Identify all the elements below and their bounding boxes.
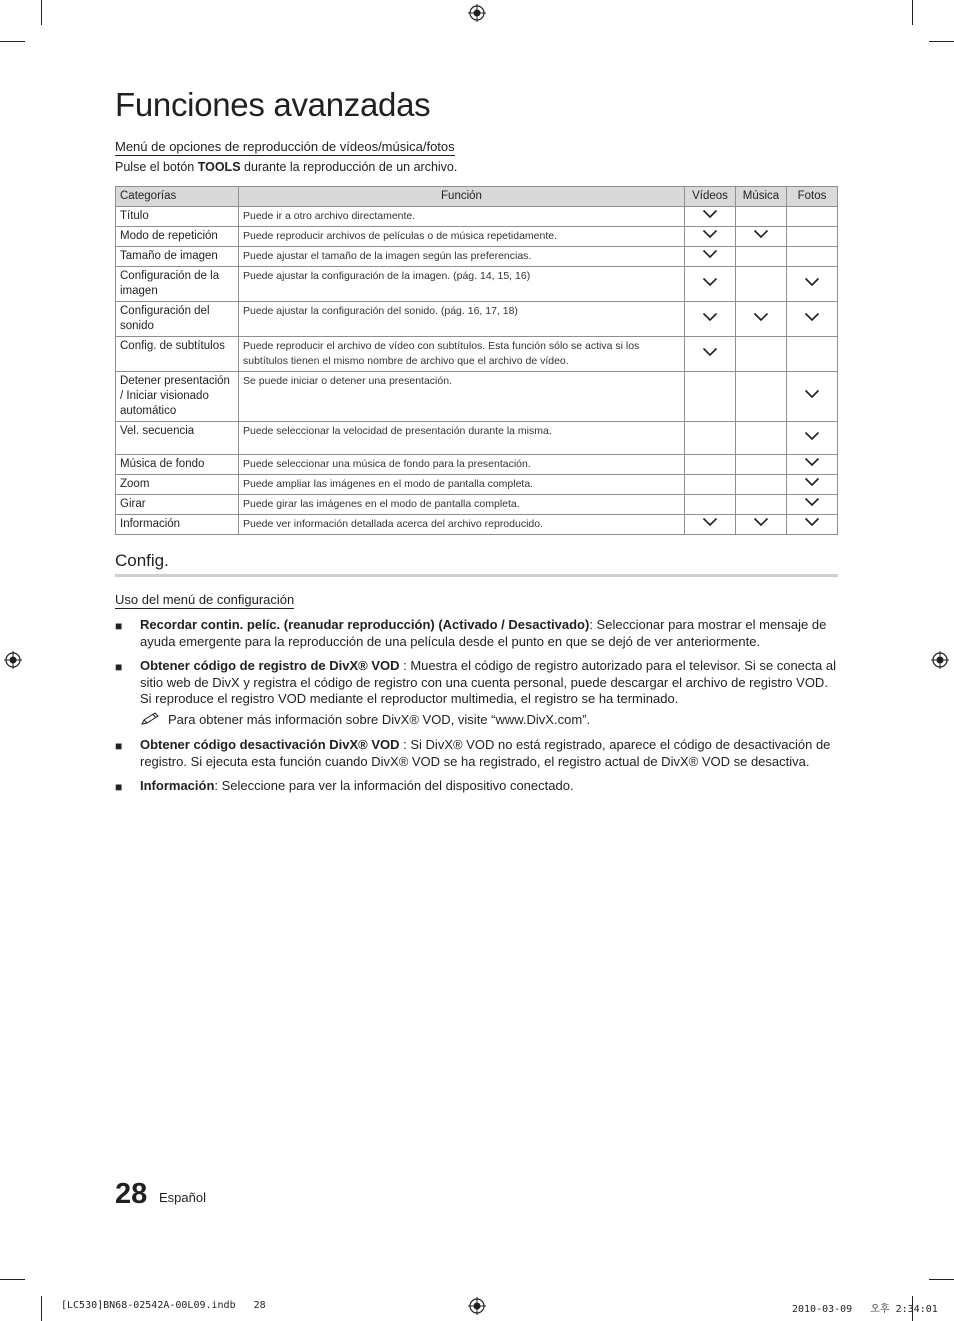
row-music-support xyxy=(736,372,787,422)
row-music-support xyxy=(736,475,787,495)
playback-menu-heading: Menú de opciones de reproducción de vídeos/música/fotos xyxy=(115,139,455,154)
config-item-text: : Muestra el código de registro autorizado para el televisor. Si se conecta al sitio web de DivX y registra el código de registro con una cuenta personal, puede descargar el archivo de registro VOD. Si reproduce el registro VOD mediante el reproductor multimedia, el registro se ha terminado. xyxy=(140,658,836,706)
checkmark-icon xyxy=(804,312,820,322)
crop-mark xyxy=(0,1279,25,1280)
row-function: Puede seleccionar una música de fondo para la presentación. xyxy=(239,455,685,475)
row-photos-support xyxy=(787,227,838,247)
row-videos-support xyxy=(685,267,736,302)
checkmark-icon xyxy=(702,229,718,239)
crop-mark xyxy=(912,0,913,25)
row-category: Título xyxy=(116,207,239,227)
row-music-support xyxy=(736,455,787,475)
checkmark-icon xyxy=(702,347,718,357)
column-header-music: Música xyxy=(736,187,787,207)
row-function: Se puede iniciar o detener una presentación. xyxy=(239,372,685,422)
checkmark-icon xyxy=(753,517,769,527)
row-function: Puede ajustar la configuración de la imagen. (pág. 14, 15, 16) xyxy=(239,267,685,302)
print-footer-file: [LC530]BN68-02542A-00L09.indb 28 xyxy=(61,1300,266,1311)
table-row xyxy=(116,267,838,302)
row-category: Detener presentación / Iniciar visionado automático xyxy=(116,372,239,422)
table-row xyxy=(116,422,838,455)
row-category: Zoom xyxy=(116,475,239,495)
row-videos-support xyxy=(685,372,736,422)
crop-mark xyxy=(41,0,42,25)
config-section-title: Config. xyxy=(115,551,169,570)
row-music-support xyxy=(736,247,787,267)
config-item-title: Obtener código desactivación DivX® VOD xyxy=(140,737,400,752)
table-row xyxy=(116,372,838,422)
row-photos-support xyxy=(787,422,838,455)
bullet-square-icon: ■ xyxy=(115,619,123,633)
row-function: Puede ajustar el tamaño de la imagen según las preferencias. xyxy=(239,247,685,267)
config-item-divx-deactivation xyxy=(115,737,839,770)
column-header-photos: Fotos xyxy=(787,187,838,207)
row-videos-support xyxy=(685,302,736,337)
table-row xyxy=(116,475,838,495)
config-item-text: : Seleccionar para mostrar el mensaje de ayuda emergente para la reproducción de una película desde el punto en que se dejó de ver anteriormente. xyxy=(140,617,827,649)
row-photos-support xyxy=(787,495,838,515)
checkmark-icon xyxy=(702,277,718,287)
page-language: Español xyxy=(159,1190,206,1205)
row-music-support xyxy=(736,337,787,372)
column-header-function: Función xyxy=(239,187,685,207)
row-function: Puede reproducir archivos de películas o de música repetidamente. xyxy=(239,227,685,247)
table-row xyxy=(116,207,838,227)
row-function: Puede ir a otro archivo directamente. xyxy=(239,207,685,227)
row-music-support xyxy=(736,302,787,337)
checkmark-icon xyxy=(804,477,820,487)
config-item-resume xyxy=(115,617,839,650)
checkmark-icon xyxy=(702,312,718,322)
registration-mark-icon xyxy=(468,1297,486,1315)
row-photos-support xyxy=(787,372,838,422)
checkmark-icon xyxy=(753,312,769,322)
config-item-title: Información xyxy=(140,778,215,793)
config-item-title: Obtener código de registro de DivX® VOD xyxy=(140,658,400,673)
bullet-square-icon: ■ xyxy=(115,660,123,674)
row-videos-support xyxy=(685,475,736,495)
row-category: Modo de repetición xyxy=(116,227,239,247)
row-category: Configuración de la imagen xyxy=(116,267,239,302)
row-music-support xyxy=(736,515,787,535)
pencil-note-icon xyxy=(140,712,160,726)
row-photos-support xyxy=(787,302,838,337)
table-row xyxy=(116,515,838,535)
checkmark-icon xyxy=(753,229,769,239)
crop-mark xyxy=(929,41,954,42)
checkmark-icon xyxy=(804,277,820,287)
row-photos-support xyxy=(787,455,838,475)
row-function: Puede ver información detallada acerca del archivo reproducido. xyxy=(239,515,685,535)
config-item-text: : Si DivX® VOD no está registrado, aparece el código de desactivación de registro. Si ejecuta esta función cuando DivX® VOD se ha registrado, el registro actual de DivX® VOD se desactiva. xyxy=(140,737,831,769)
registration-mark-icon xyxy=(931,651,949,669)
row-videos-support xyxy=(685,495,736,515)
row-function: Puede seleccionar la velocidad de presentación durante la misma. xyxy=(239,422,685,455)
row-videos-support xyxy=(685,227,736,247)
row-photos-support xyxy=(787,267,838,302)
playback-menu-intro: Pulse el botón TOOLS durante la reproducción de un archivo. xyxy=(115,160,458,174)
note-text: Para obtener más información sobre DivX® VOD, visite “www.DivX.com”. xyxy=(168,712,591,727)
row-category: Configuración del sonido xyxy=(116,302,239,337)
playback-options-table xyxy=(115,186,838,535)
row-music-support xyxy=(736,207,787,227)
checkmark-icon xyxy=(804,457,820,467)
print-footer-timestamp: 2010-03-09 오후 2:34:01 xyxy=(792,1304,938,1315)
checkmark-icon xyxy=(804,497,820,507)
config-item-title: Recordar contin. pelíc. (reanudar reproducción) (Activado / Desactivado) xyxy=(140,617,590,632)
row-function: Puede ajustar la configuración del sonido. (pág. 16, 17, 18) xyxy=(239,302,685,337)
registration-mark-icon xyxy=(468,4,486,22)
row-photos-support xyxy=(787,337,838,372)
column-header-category: Categorías xyxy=(116,187,239,207)
bullet-square-icon: ■ xyxy=(115,739,123,753)
checkmark-icon xyxy=(702,249,718,259)
table-row xyxy=(116,302,838,337)
checkmark-icon xyxy=(702,517,718,527)
crop-mark xyxy=(41,1296,42,1321)
row-videos-support xyxy=(685,247,736,267)
table-row xyxy=(116,495,838,515)
table-header-row xyxy=(116,187,838,207)
config-item-text: : Seleccione para ver la información del dispositivo conectado. xyxy=(214,778,574,793)
row-photos-support xyxy=(787,515,838,535)
bullet-square-icon: ■ xyxy=(115,780,123,794)
table-row xyxy=(116,337,838,372)
table-body xyxy=(116,207,838,535)
row-videos-support xyxy=(685,422,736,455)
config-usage-heading: Uso del menú de configuración xyxy=(115,592,295,607)
crop-mark xyxy=(0,41,25,42)
row-function: Puede reproducir el archivo de vídeo con subtítulos. Esta función sólo se activa si los subtítulos tienen el mismo nombre de archivo que el archivo de vídeo. xyxy=(239,337,685,372)
row-music-support xyxy=(736,422,787,455)
row-videos-support xyxy=(685,337,736,372)
row-function: Puede ampliar las imágenes en el modo de pantalla completa. xyxy=(239,475,685,495)
row-category: Config. de subtítulos xyxy=(116,337,239,372)
registration-mark-icon xyxy=(4,651,22,669)
row-function: Puede girar las imágenes en el modo de pantalla completa. xyxy=(239,495,685,515)
divx-note xyxy=(140,712,590,727)
column-header-videos: Vídeos xyxy=(685,187,736,207)
crop-mark xyxy=(929,1279,954,1280)
row-music-support xyxy=(736,267,787,302)
section-divider xyxy=(115,574,838,577)
config-item-divx-registration xyxy=(115,658,839,708)
table-row xyxy=(116,455,838,475)
row-photos-support xyxy=(787,207,838,227)
row-category: Girar xyxy=(116,495,239,515)
row-music-support xyxy=(736,227,787,247)
row-videos-support xyxy=(685,455,736,475)
row-category: Tamaño de imagen xyxy=(116,247,239,267)
checkmark-icon xyxy=(804,517,820,527)
checkmark-icon xyxy=(804,431,820,441)
row-photos-support xyxy=(787,475,838,495)
row-videos-support xyxy=(685,515,736,535)
page-title: Funciones avanzadas xyxy=(115,86,431,123)
table-row xyxy=(116,247,838,267)
checkmark-icon xyxy=(804,389,820,399)
row-music-support xyxy=(736,495,787,515)
config-item-information xyxy=(115,778,839,795)
page-number: 28 xyxy=(115,1178,148,1210)
row-category: Información xyxy=(116,515,239,535)
checkmark-icon xyxy=(702,209,718,219)
table-row xyxy=(116,227,838,247)
row-category: Vel. secuencia xyxy=(116,422,239,455)
row-category: Música de fondo xyxy=(116,455,239,475)
row-photos-support xyxy=(787,247,838,267)
row-videos-support xyxy=(685,207,736,227)
